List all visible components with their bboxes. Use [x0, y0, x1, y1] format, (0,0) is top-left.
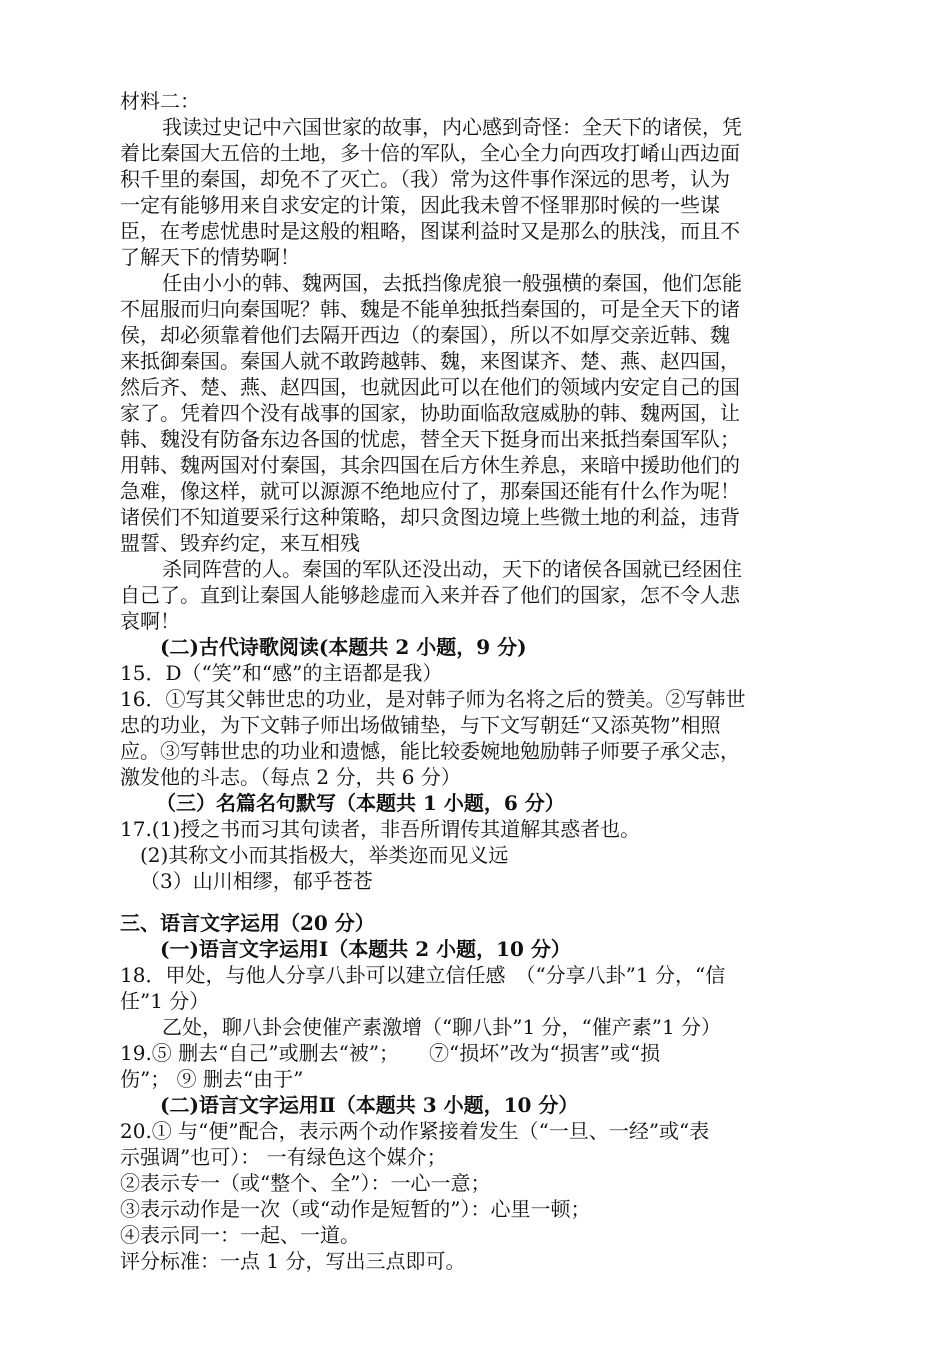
material-paragraph-2 — [120, 270, 832, 556]
text-line: 着比秦国大五倍的土地，多十倍的军队，全心全力向西攻打崤山西边面 — [120, 141, 740, 165]
text-line: 用韩、魏两国对付秦国，其余四国在后方休生养息，来暗中援助他们的 — [120, 453, 740, 477]
answer-q20-line-5: ④表示同一：一起、一道。 — [120, 1223, 360, 1247]
text-line: 自己了。直到让秦国人能够趁虚而入来并吞了他们的国家，怎不令人悲 — [120, 583, 740, 607]
answer-q20-line-1: 20.① 与“便”配合，表示两个动作紧接着发生（“一旦、一经”或“表 — [120, 1119, 710, 1143]
section-heading-poetry: (二)古代诗歌阅读(本题共 2 小题，9 分) — [160, 635, 527, 659]
answer-q15: 15．D（“笑”和“感”的主语都是我） — [120, 661, 443, 685]
answer-q16 — [120, 686, 832, 790]
text-line: 然后齐、楚、燕、赵四国，也就因此可以在他们的领域内安定自己的国 — [120, 375, 740, 399]
text-line: 韩、魏没有防备东边各国的忧虑，替全天下挺身而出来抵挡秦国军队； — [120, 427, 740, 451]
text-line: 杀同阵营的人。秦国的军队还没出动，天下的诸侯各国就已经困住 — [162, 557, 742, 581]
text-line: 哀啊！ — [120, 609, 180, 633]
answer-q18-line-1: 18．甲处，与他人分享八卦可以建立信任感 （“分享八卦”1 分，“信 — [120, 963, 726, 987]
text-line: 应。③写韩世忠的功业和遗憾，能比较委婉地勉励韩子师要子承父志， — [120, 739, 740, 763]
scoring-standard: 评分标准：一点 1 分，写出三点即可。 — [120, 1249, 466, 1273]
section-heading-language: 三、语言文字运用（20 分） — [120, 911, 375, 935]
subsection-heading-language-1: (一)语言文字运用Ⅰ（本题共 2 小题，10 分） — [160, 937, 571, 961]
text-line: 侯，却必须靠着他们去隔开西边（的秦国），所以不如厚交亲近韩、魏 — [120, 323, 730, 347]
text-line: 激发他的斗志。（每点 2 分，共 6 分） — [120, 765, 461, 789]
text-line: 16．①写其父韩世忠的功业，是对韩子师为名将之后的赞美。②写韩世 — [120, 687, 746, 711]
answer-q17-1: 17.(1)授之书而习其句读者，非吾所谓传其道解其惑者也。 — [120, 817, 641, 841]
text-line: 诸侯们不知道要采行这种策略，却只贪图边境上些微土地的利益，违背 — [120, 505, 740, 529]
answer-q20-line-4: ③表示动作是一次（或“动作是短暂的”）：心里一顿； — [120, 1197, 591, 1221]
text-line: 了解天下的情势啊！ — [120, 245, 300, 269]
section-heading-dictation: （三）名篇名句默写（本题共 1 小题，6 分） — [156, 791, 565, 815]
text-line: 急难，像这样，就可以源源不绝地应付了，那秦国还能有什么作为呢！ — [120, 479, 740, 503]
answer-q18-line-3: 乙处，聊八卦会使催产素激增（“聊八卦”1 分，“催产素”1 分） — [162, 1015, 722, 1039]
text-line: 忠的功业，为下文韩子师出场做铺垫，与下文写朝廷“又添英物”相照 — [120, 713, 721, 737]
answer-q17-3: （3）山川相缪，郁乎苍苍 — [140, 869, 373, 893]
answer-q19-line-1: 19.⑤ 删去“自己”或删去“被”； ⑦“损坏”改为“损害”或“损 — [120, 1041, 661, 1065]
answer-q18-line-2: 任”1 分） — [120, 989, 210, 1013]
text-line: 家了。凭着四个没有战事的国家，协助面临敌寇威胁的韩、魏两国，让 — [120, 401, 740, 425]
text-line: 臣，在考虑忧患时是这般的粗略，图谋利益时又是那么的肤浅，而且不 — [120, 219, 740, 243]
material-label: 材料二： — [120, 89, 200, 113]
text-line: 不屈服而归向秦国呢？韩、魏是不能单独抵挡秦国的，可是全天下的诸 — [120, 297, 740, 321]
answer-q19-line-2: 伤”； ⑨ 删去“由于” — [120, 1067, 304, 1091]
answer-q20-line-2: 示强调”也可）： 一有绿色这个媒介； — [120, 1145, 447, 1169]
subsection-heading-language-2: (二)语言文字运用Ⅱ（本题共 3 小题，10 分） — [160, 1093, 579, 1117]
answer-document — [120, 88, 832, 1274]
text-line: 我读过史记中六国世家的故事，内心感到奇怪：全天下的诸侯，凭 — [162, 115, 742, 139]
text-line: 任由小小的韩、魏两国，去抵挡像虎狼一般强横的秦国，他们怎能 — [162, 271, 742, 295]
text-line: 来抵御秦国。秦国人就不敢跨越韩、魏，来图谋齐、楚、燕、赵四国， — [120, 349, 740, 373]
text-line: 盟誓、毁弃约定，来互相残 — [120, 531, 360, 555]
material-paragraph-3 — [120, 556, 832, 634]
answer-q17-2: (2)其称文小而其指极大，举类迩而见义远 — [140, 843, 509, 867]
text-line: 一定有能够用来自求安定的计策，因此我未曾不怪罪那时候的一些谋 — [120, 193, 720, 217]
material-paragraph-1 — [120, 114, 832, 270]
text-line: 积千里的秦国，却免不了灭亡。（我）常为这件事作深远的思考，认为 — [120, 167, 730, 191]
answer-q20-line-3: ②表示专一（或“整个、全”）：一心一意； — [120, 1171, 491, 1195]
spacer — [120, 894, 832, 910]
